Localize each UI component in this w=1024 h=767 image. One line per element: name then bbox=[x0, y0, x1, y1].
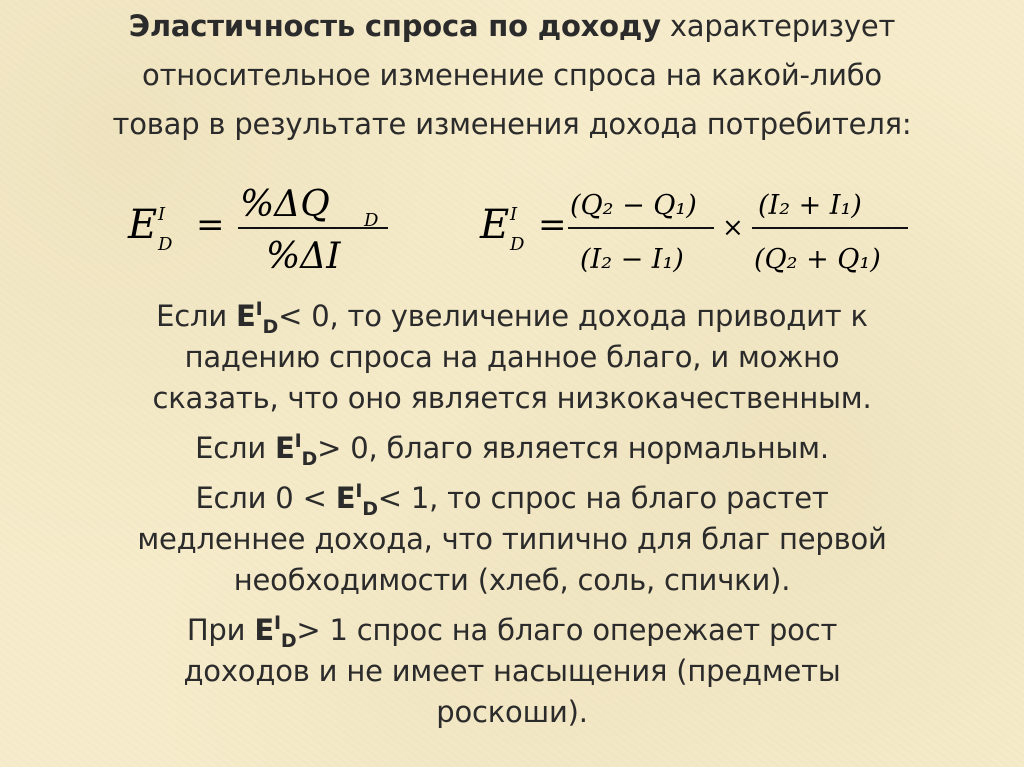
p2-line-1 bbox=[40, 428, 984, 469]
paragraph-necessity-good bbox=[40, 478, 984, 601]
formula-arc-elasticity bbox=[470, 168, 920, 288]
formula1-numerator-sub: D bbox=[364, 210, 379, 231]
p4-line-3: роскоши). bbox=[436, 695, 588, 729]
elasticity-symbol: $E^I_D$ bbox=[254, 612, 297, 652]
p3-line-3: необходимости (хлеб, соль, спички). bbox=[233, 563, 791, 597]
formula2-frac1-denominator: (I₂ − I₁) bbox=[580, 244, 684, 275]
intro-text bbox=[56, 2, 968, 149]
formula1-equals: = bbox=[196, 205, 225, 245]
intro-line-1-rest: характеризует bbox=[660, 9, 896, 43]
formula2-frac2-denominator: (Q₂ + Q₁) bbox=[754, 244, 881, 275]
formula-arc-elasticity-svg bbox=[470, 168, 920, 288]
p4-line-2: доходов и не имеет насыщения (предметы bbox=[183, 654, 841, 688]
formula1-lhs-letter: E bbox=[128, 202, 158, 248]
formula-percent-change-svg bbox=[118, 168, 398, 288]
p1-line-2: падению спроса на данное благо, и можно bbox=[184, 340, 840, 374]
p4-rest: > 1 спрос на благо опережает рост bbox=[296, 613, 838, 647]
p2-lead: Если bbox=[195, 431, 275, 465]
formula1-lhs-sub: D bbox=[158, 234, 173, 255]
intro-line-3: товар в результате изменения дохода потребителя: bbox=[112, 107, 912, 141]
intro-line-2: относительное изменение спроса на какой-либо bbox=[142, 58, 882, 92]
p4-lead: При bbox=[186, 613, 255, 647]
paragraph-normal-good bbox=[40, 428, 984, 469]
p2-rest: > 0, благо является нормальным. bbox=[317, 431, 829, 465]
intro-term: Эластичность спроса по доходу bbox=[128, 9, 661, 43]
formula2-equals: = bbox=[538, 205, 567, 245]
elasticity-symbol: $E^I_D$ bbox=[335, 480, 378, 520]
formula2-lhs-sub: D bbox=[510, 234, 525, 255]
p3-line-2: медленнее дохода, что типично для благ первой bbox=[137, 522, 887, 556]
formula2-times: × bbox=[722, 213, 744, 243]
intro-line-1 bbox=[56, 2, 968, 51]
elasticity-symbol: $E^I_D$ bbox=[236, 298, 279, 338]
formula-percent-change bbox=[118, 168, 398, 288]
paragraph-inferior-good bbox=[40, 296, 984, 419]
p1-line-3: сказать, что оно является низкокачественным. bbox=[152, 381, 872, 415]
elasticity-symbol: $E^I_D$ bbox=[275, 430, 318, 470]
formula1-denominator: %ΔI bbox=[266, 236, 341, 277]
formula1-numerator: %ΔQ bbox=[240, 184, 330, 225]
paragraph-luxury-good bbox=[40, 610, 984, 733]
p4-line-1 bbox=[40, 610, 984, 651]
p3-rest: < 1, то спрос на благо растет bbox=[377, 481, 829, 515]
formula1-lhs-sup: I bbox=[158, 204, 166, 225]
formula2-frac1-numerator: (Q₂ − Q₁) bbox=[570, 190, 697, 221]
p3-lead: Если 0 < bbox=[195, 481, 336, 515]
formula2-lhs-sup: I bbox=[510, 204, 518, 225]
p3-line-1 bbox=[40, 478, 984, 519]
p1-lead: Если bbox=[156, 299, 237, 333]
formula2-frac2-numerator: (I₂ + I₁) bbox=[758, 190, 862, 221]
p1-line-1 bbox=[40, 296, 984, 337]
formula2-lhs-letter: E bbox=[480, 202, 510, 248]
p1-rest: < 0, то увеличение дохода приводит к bbox=[278, 299, 868, 333]
